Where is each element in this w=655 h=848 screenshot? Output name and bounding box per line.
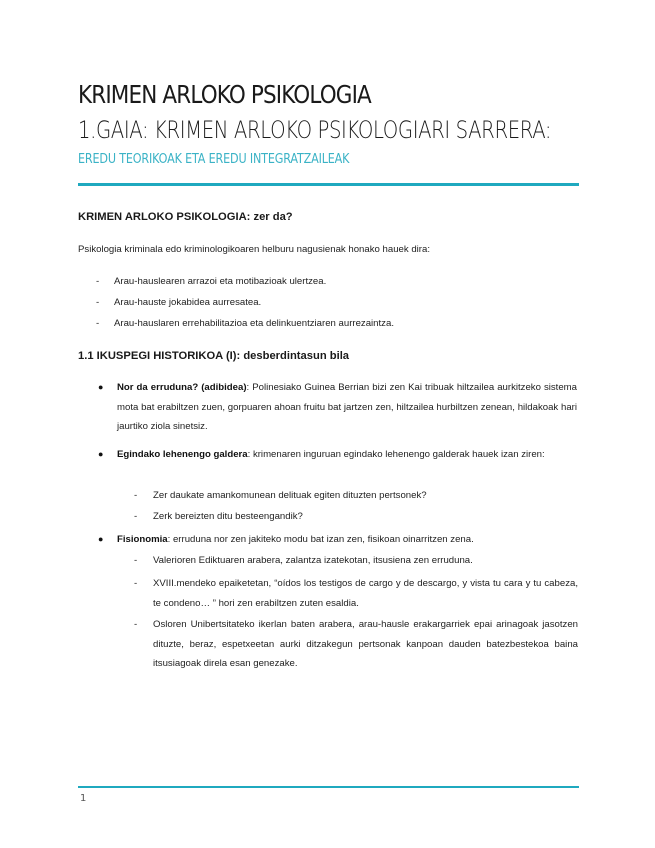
sub-list-item: Valerioren Ediktuaren arabera, zalantza izatekotan, itsusiena zen erruduna. bbox=[153, 555, 473, 566]
sub-list-item: XVIII.mendeko epaiketetan, “oídos los testigos de cargo y de descargo, y vista tu cara y tu cabeza, te condeno… ” hori zen erabiltzen zuten esaldia. bbox=[153, 578, 578, 609]
bullet-icon: ● bbox=[98, 534, 104, 544]
bullet-paragraph bbox=[117, 445, 577, 465]
bullet-icon: ● bbox=[98, 449, 104, 459]
document-title: KRIMEN ARLOKO PSIKOLOGIA bbox=[78, 80, 371, 109]
list-item bbox=[96, 318, 394, 329]
bullet-paragraph bbox=[117, 530, 577, 550]
list-item-text: Arau-hauslaren errehabilitazioa eta delinkuentziaren aurrezaintza. bbox=[114, 318, 394, 329]
dash-marker: - bbox=[134, 578, 138, 589]
dash-marker: - bbox=[134, 511, 138, 522]
list-item bbox=[96, 276, 326, 287]
bullet-icon: ● bbox=[98, 382, 104, 392]
dash-marker: - bbox=[134, 555, 138, 566]
dash-marker: - bbox=[96, 318, 100, 329]
bullet-label: Fisionomia bbox=[117, 534, 168, 545]
bullet-body: : krimenaren inguruan egindako lehenengo galderak hauek izan ziren: bbox=[247, 449, 545, 460]
sub-list-item: Osloren Unibertsitateko ikerlan baten arabera, arau-hausle erakargarriek epai arinagoak jasotzen dituzte, beraz, espetxeetan aurki ditzakegun pertsonak kanpoan dauden batezbestekoa baina itsusiagoak direla esan genezake. bbox=[153, 619, 578, 669]
dash-marker: - bbox=[96, 297, 100, 308]
section-heading-what-is: KRIMEN ARLOKO PSIKOLOGIA: zer da? bbox=[78, 211, 293, 223]
footer-divider bbox=[78, 786, 579, 788]
intro-paragraph: Psikologia kriminala edo kriminologikoaren helburu nagusienak honako hauek dira: bbox=[78, 244, 430, 255]
bullet-label: Nor da erruduna? (adibidea) bbox=[117, 382, 247, 393]
list-item-text: Arau-hauste jokabidea aurresatea. bbox=[114, 297, 262, 308]
bullet-paragraph bbox=[117, 378, 577, 437]
section-heading-history: 1.1 IKUSPEGI HISTORIKOA (I): desberdintasun bila bbox=[78, 350, 350, 362]
sub-list-item: Zerk bereizten ditu besteengandik? bbox=[153, 511, 303, 522]
sub-list-item: Zer daukate amankomunean delituak egiten dituzten pertsonek? bbox=[153, 490, 427, 501]
dash-marker: - bbox=[134, 490, 138, 501]
chapter-subtitle: EREDU TEORIKOAK ETA EREDU INTEGRATZAILEAK bbox=[78, 152, 350, 167]
page-number: 1 bbox=[80, 793, 87, 804]
header-divider bbox=[78, 183, 579, 186]
list-item-text: Arau-hauslearen arrazoi eta motibazioak ulertzea. bbox=[114, 276, 327, 287]
dash-marker: - bbox=[96, 276, 100, 287]
bullet-body: : erruduna nor zen jakiteko modu bat izan zen, fisikoan oinarritzen zena. bbox=[167, 534, 474, 545]
bullet-label: Egindako lehenengo galdera bbox=[117, 449, 248, 460]
chapter-title: 1.GAIA: KRIMEN ARLOKO PSIKOLOGIARI SARRERA: bbox=[78, 116, 552, 144]
bullet-body: : Polinesiako Guinea Berrian bizi zen Kai tribuak hiltzailea aurkitzeko sistema mota bat erabiltzen zuen, gorpuaren ahoan fruitu bat jartzen zen, hiltzailea hurbiltzen zenean, hildakoak hari jaurtiko ziola sinetsiz. bbox=[117, 382, 577, 432]
list-item bbox=[96, 297, 261, 308]
dash-marker: - bbox=[134, 619, 138, 630]
